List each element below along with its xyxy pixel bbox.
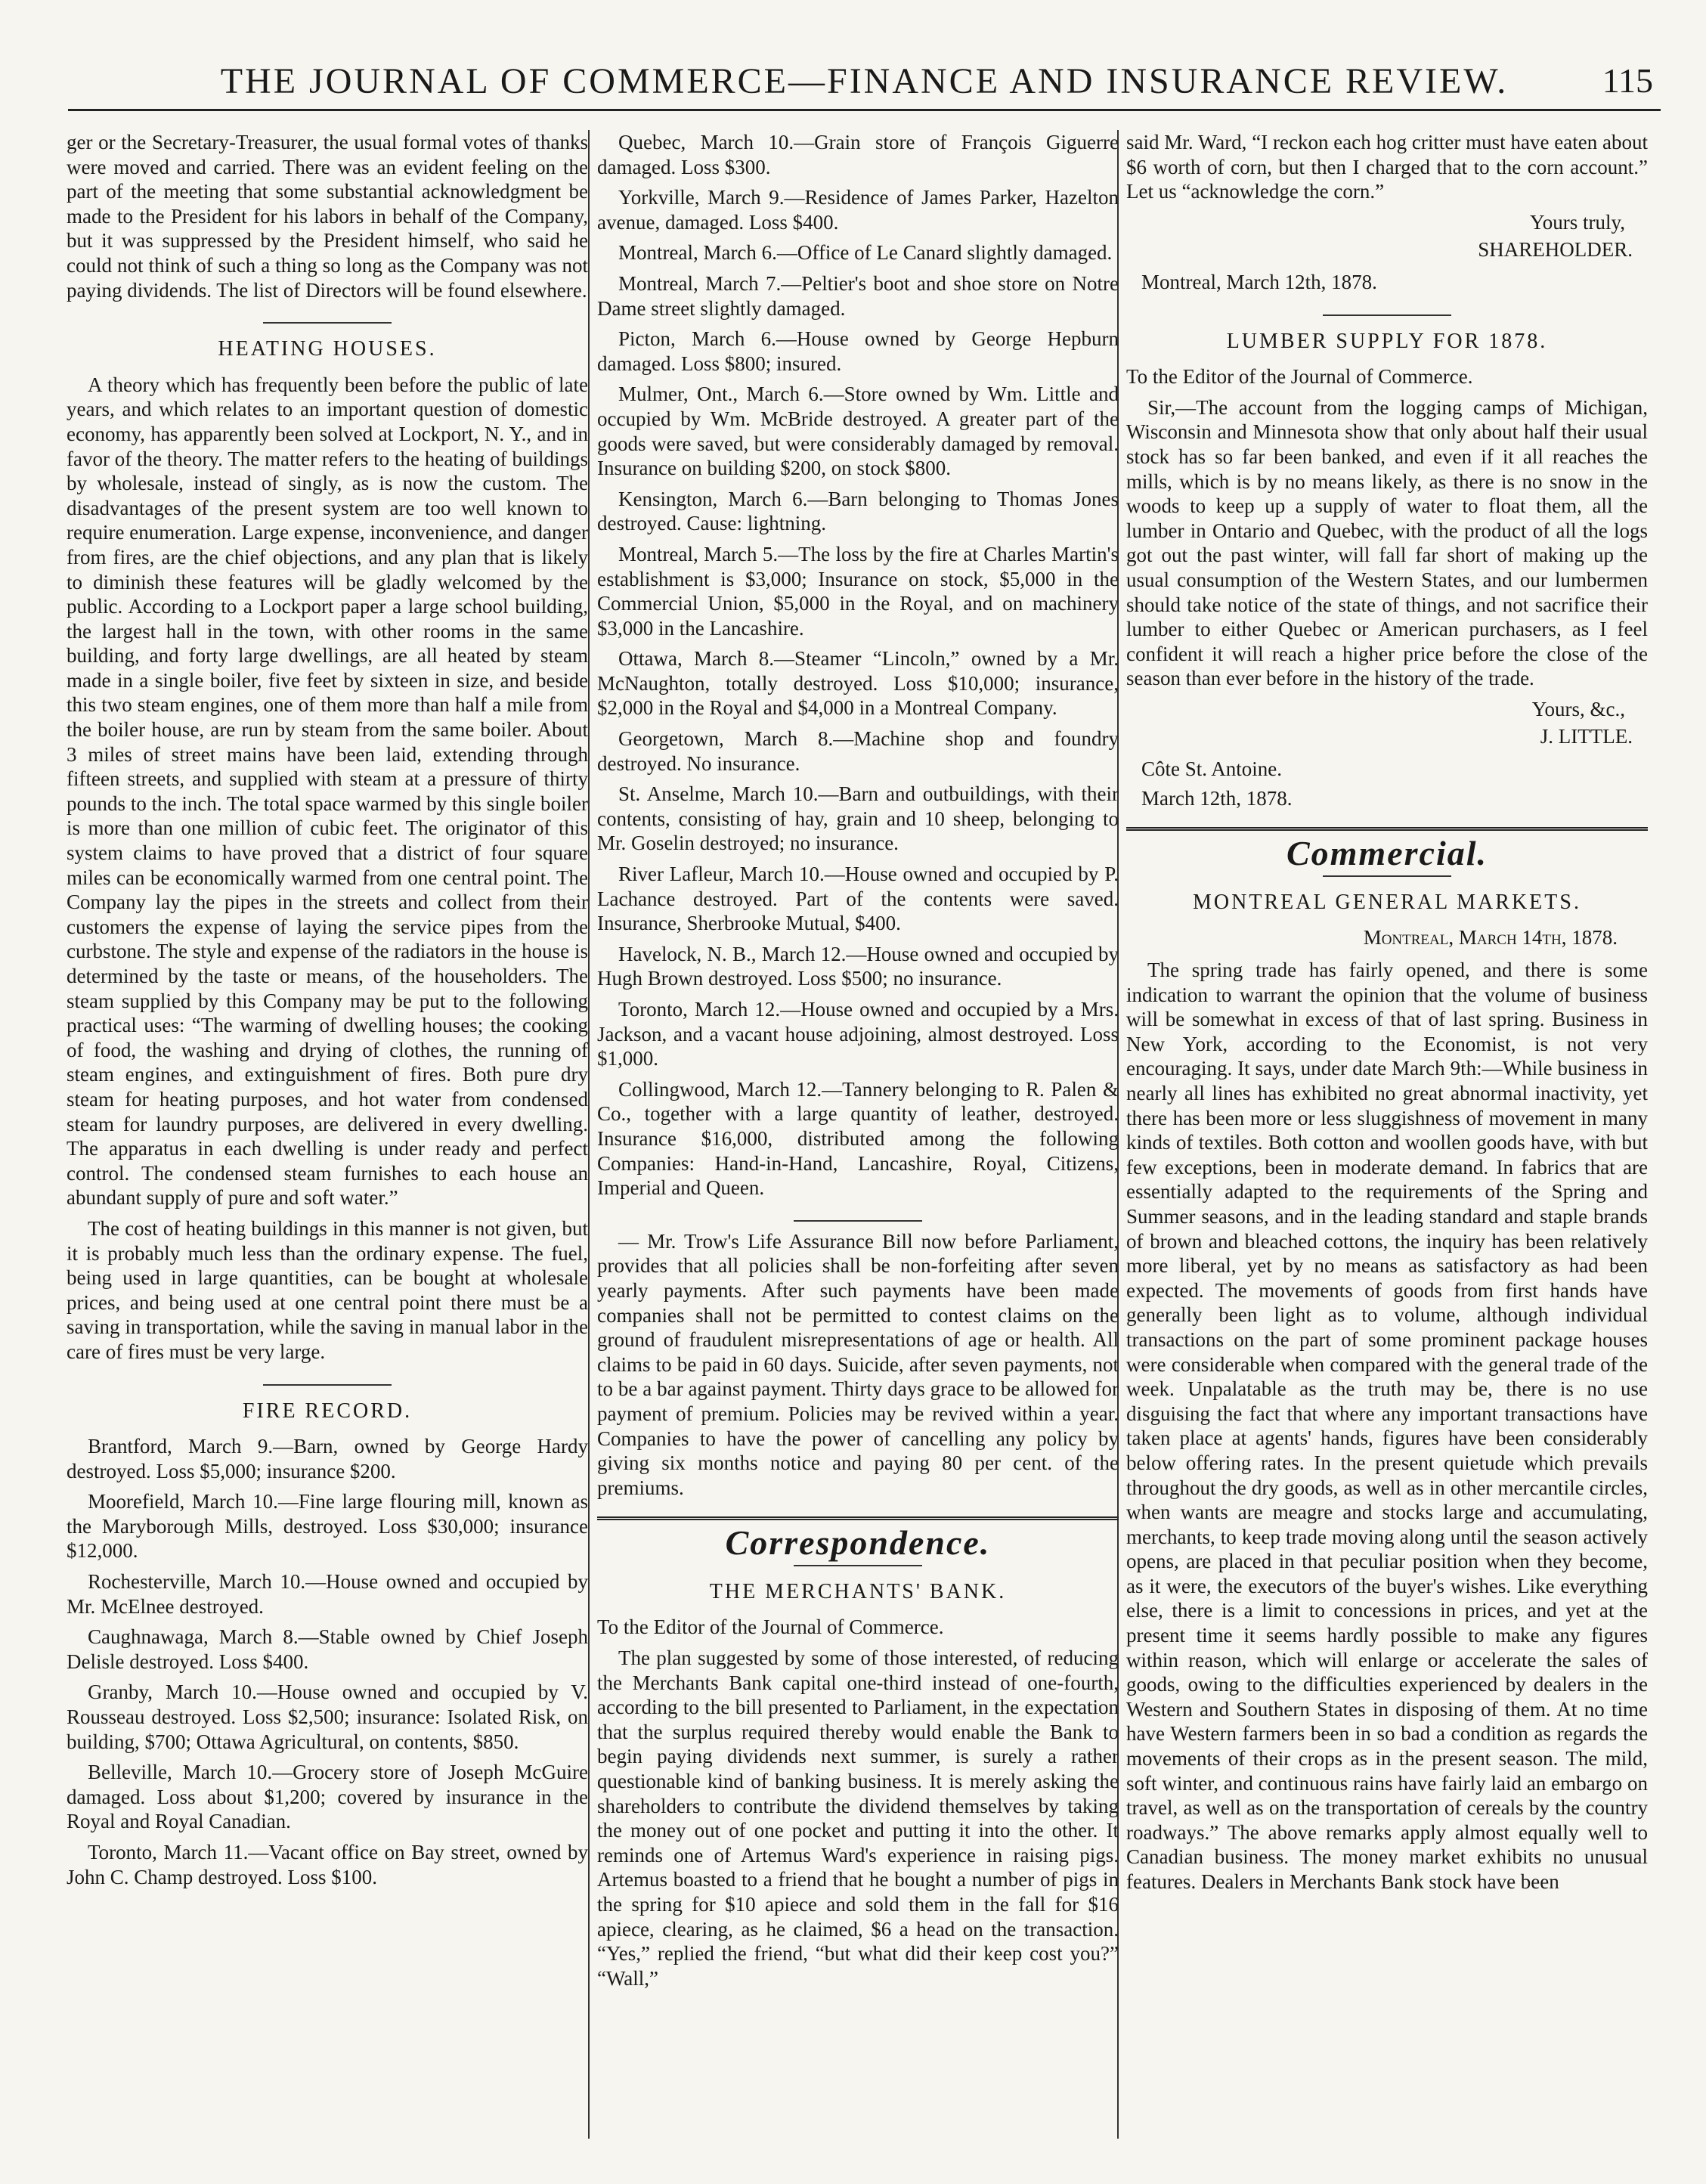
- trow-bill-note: — Mr. Trow's Life Assurance Bill now before Parliament, provides that all policies shall be non-forfeiting after seven yearly payments. After such payments have been made companies shall not be permitted to contest claims on the ground of fraudulent misrepresentations of age or health. All claims to be paid in 60 days. Suicide, after seven payments, not to be a bar against payment. Thirty days grace to be allowed for payment of premium. Policies may be revived within a year. Companies to have the power of cancelling any policy by giving six months notice and paying 80 per cent. of the premiums.: [597, 1229, 1119, 1499]
- letter-signature: SHAREHOLDER.: [1478, 238, 1633, 262]
- letter-salutation: To the Editor of the Journal of Commerce.: [1126, 365, 1473, 389]
- letter-paragraph: The plan suggested by some of those interested, of reducing the Merchants Bank capital one-third instead of one-fourth, according to the bill presented to Parliament, in the expectation that the surplus required thereby would enable the Bank to begin paying dividends next summer, is surely a rather questionable kind of banking business. It is merely asking the shareholders to contribute the dividend themselves by taking the money out of one pocket and putting it into the other. It reminds one of Artemus Ward's experience in raising pigs. Artemus boasted to a friend that he bought a number of pigs in the spring for $10 apiece and sold them in the fall for $16 apiece, clearing, as he claimed, $6 a head on the transaction. “Yes,” replied the friend, “but what did their keep cost you?” “Wall,”: [597, 1647, 1119, 1990]
- fire-item: Moorefield, March 10.—Fine large flouring mill, known as the Maryborough Mills, destroyed. Loss $30,000; insurance $12,000.: [67, 1490, 588, 1563]
- heading-montreal-markets: MONTREAL GENERAL MARKETS.: [1193, 890, 1581, 914]
- fire-item: Montreal, March 5.—The loss by the fire at Charles Martin's establishment is $3,000; Insurance on stock, $5,000 in the Commercial Union, $5,000 in the Royal, and on machinery $3,000 in the Lancashire.: [597, 542, 1119, 640]
- article-continuation: ger or the Secretary-Treasurer, the usual formal votes of thanks were moved and carried. There was an evident feeling on the part of the meeting that some substantial acknowledgment be made to the President for his labors in behalf of the Company, but it was suppressed by the President himself, who said he could not think of such a thing so long as the Company was not paying dividends. The list of Directors will be found elsewhere.: [67, 131, 588, 302]
- fire-item: Toronto, March 11.—Vacant office on Bay street, owned by John C. Champ destroyed. Loss $100.: [67, 1841, 588, 1888]
- letter-place: Côte St. Antoine.: [1141, 757, 1283, 781]
- fire-item: River Lafleur, March 10.—House owned and occupied by P. Lachance destroyed. Part of the contents were saved. Insurance, Sherbrooke Mutual, $400.: [597, 863, 1119, 935]
- fire-item: Picton, March 6.—House owned by George Hepburn damaged. Loss $800; insured.: [597, 327, 1119, 375]
- heading-correspondence: Correspondence.: [725, 1523, 991, 1563]
- fire-item: Yorkville, March 9.—Residence of James Parker, Hazelton avenue, damaged. Loss $400.: [597, 186, 1119, 234]
- letter-date: March 12th, 1878.: [1141, 786, 1293, 810]
- column-2: [597, 130, 1119, 1997]
- markets-date: Montreal, March 14th, 1878.: [1363, 926, 1618, 949]
- letter-continuation: said Mr. Ward, “I reckon each hog critter must have eaten about $6 worth of corn, but then I charged that to the corn account.” Let us “acknowledge the corn.”: [1126, 131, 1648, 203]
- fire-item: Montreal, March 6.—Office of Le Canard slightly damaged.: [618, 241, 1113, 265]
- fire-item: Collingwood, March 12.—Tannery belonging to R. Palen & Co., together with a large quantity of leather, destroyed. Insurance $16,000, distributed among the following Companies: Hand-in-Hand, Lancashire, Royal, Citizens, Imperial and Queen.: [597, 1077, 1119, 1200]
- column-divider: [588, 130, 590, 2139]
- fire-item: Belleville, March 10.—Grocery store of Joseph McGuire damaged. Loss about $1,200; covered by insurance in the Royal and Royal Canadian.: [67, 1761, 588, 1833]
- fire-item: Kensington, March 6.—Barn belonging to Thomas Jones destroyed. Cause: lightning.: [597, 487, 1119, 535]
- fire-item: Havelock, N. B., March 12.—House owned and occupied by Hugh Brown destroyed. Loss $500; no insurance.: [597, 942, 1119, 990]
- fire-item: Ottawa, March 8.—Steamer “Lincoln,” owned by a Mr. McNaughton, totally destroyed. Loss $10,000; insurance, $2,000 in the Royal and $4,000 in a Montreal Company.: [597, 647, 1119, 720]
- letter-salutation: To the Editor of the Journal of Commerce.: [597, 1616, 944, 1639]
- letter-closing: Yours, &c.,: [1531, 697, 1625, 720]
- heading-commercial: Commercial.: [1286, 834, 1488, 873]
- section-rule: [1323, 314, 1451, 316]
- column-3: [1126, 130, 1648, 1901]
- section-rule: [794, 1220, 922, 1222]
- fire-item: Montreal, March 7.—Peltier's boot and shoe store on Notre Dame street slightly damaged.: [597, 271, 1119, 320]
- column-1: [67, 130, 588, 1895]
- section-double-rule: [597, 1516, 1119, 1520]
- letter-paragraph: Sir,—The account from the logging camps of Michigan, Wisconsin and Minnesota show that only about half their usual stock has so far been banked, and even if it all reaches the mills, which is by no means likely, as there is no snow in the woods to keep up a supply of water to float them, all the lumber in Ontario and Quebec, with the product of all the logs got out the past winter, will fall far short of making up the usual consumption of the Western States, and our lumbermen should take notice of the state of things, and not sacrifice their lumber to either Quebec or American purchasers, as I feel confident it will reach a higher price before the close of the season than ever before in the history of the trade.: [1126, 395, 1648, 690]
- letter-closing: Yours truly,: [1529, 210, 1625, 234]
- heading-merchants-bank: THE MERCHANTS' BANK.: [709, 1579, 1007, 1603]
- masthead-title: THE JOURNAL OF COMMERCE—FINANCE AND INSURANCE REVIEW.: [220, 61, 1509, 101]
- heading-heating-houses: HEATING HOUSES.: [218, 337, 437, 361]
- page-number: 115: [1602, 61, 1653, 100]
- fire-item: Georgetown, March 8.—Machine shop and foundry destroyed. No insurance.: [597, 727, 1119, 775]
- fire-item: Toronto, March 12.—House owned and occupied by a Mrs. Jackson, and a vacant house adjoining, almost destroyed. Loss $1,000.: [597, 998, 1119, 1070]
- markets-paragraph: The spring trade has fairly opened, and there is some indication to warrant the opinion that the volume of business will be somewhat in excess of that of last spring. Business in New York, according to the Economist, is not very encouraging. It says, under date March 9th:—While business in nearly all lines has exhibited no great abnormal inactivity, yet there has been more or less sluggishness of movement in many kinds of textiles. Both cotton and woollen goods have, with but few exceptions, been in moderate demand. In fabrics that are essentially adapted to the requirements of the Spring and Summer seasons, and in the leading standard and staple brands of brown and bleached cottons, the inquiry has been relatively more liberal, yet by no means as satisfactory as had been expected. The movements of goods from first hands have generally been light as to volume, although individual transactions on the part of some prominent package houses were considerable when compared with the general trade of the week. Unpalatable as the truth may be, there is no use disguising the fact that where any important transactions have taken place at agents' hands, figures have been considerably below offering rates. In the present quietude which prevails throughout the dry goods, as well as in other mercantile circles, when wants are meagre and stocks large and accumulating, merchants, to keep trade moving along until the season actively opens, are placed in that peculiar position when they become, as it were, the executors of the buyer's wishes. Like everything else, there is a limit to concessions in prices, and yet at the present time it seems hardly possible to make any figures within reason, which will enlarge or accelerate the sales of goods, owing to the difficulties experienced by dealers in the Western and Southern States in disposing of them. At no time have Western farmers been in so bad a condition as regards the movements of their crops as in the present season. The mild, soft winter, and continuous rains have fairly laid an embargo on travel, as well as on the transportation of cereals by the country roadways.” The above remarks apply almost equally well to Canadian business. The money market exhibits no unusual features. Dealers in Merchants Bank stock have been: [1126, 959, 1648, 1893]
- fire-item: St. Anselme, March 10.—Barn and outbuildings, with their contents, consisting of hay, grain and 10 sheep, belonging to Mr. Goselin destroyed; no insurance.: [597, 782, 1119, 855]
- section-double-rule: [1126, 827, 1648, 831]
- heating-paragraph: A theory which has frequently been before the public of late years, and which relates to an important question of domestic economy, has apparently been solved at Lockport, N. Y., and in favor of the theory. The matter refers to the heating of buildings by wholesale, instead of singly, as is now the custom. The disadvantages of the present system are too well known to require enumeration. Large expense, inconvenience, and danger from fires, are the chief objections, and any plan that is likely to diminish these features will be gladly welcomed by the public. According to a Lockport paper a large school building, the largest hall in the town, with other rooms in the same building, and forty large dwellings, are all heated by steam made in a single boiler, five feet by sixteen in size, and beside this two steam engines, one of them more than half a mile from the boiler house, are run by steam from the same boiler. About 3 miles of street mains have been laid, extending through fifteen streets, and supplied with steam at a pressure of thirty pounds to the inch. The total space warmed by this single boiler is more than one million of cubic feet. The originator of this system claims to have proved that a district of four square miles can be economically warmed from one central point. The Company lay the pipes in the streets and collect from their customers the expense of laying the service pipes from the curbstone. The style and expense of the radiators in the house is determined by the taste or means, of the householders. The steam supplied by this Company may be put to the following practical uses: “The warming of dwelling houses; the cooking of food, the washing and drying of clothes, the running of steam engines, and extinguishment of fires. Both pure dry steam for heating purposes, and hot water from condensed steam for laundry purposes, are delivered in every dwelling. The apparatus in each dwelling is under ready and perfect control. The condensed steam furnishes to each house an abundant supply of pure and soft water.”: [67, 373, 588, 1210]
- heading-fire-record: FIRE RECORD.: [242, 1399, 413, 1423]
- heating-paragraph: The cost of heating buildings in this manner is not given, but it is probably much less than the ordinary expense. The fuel, being used in large quantities, can be bought at wholesale prices, and being used at one central point there must be a saving in transportation, while the saving in manual labor in the care of fires must be very large.: [67, 1216, 588, 1363]
- fire-item: Caughnawaga, March 8.—Stable owned by Chief Joseph Delisle destroyed. Loss $400.: [67, 1625, 588, 1673]
- fire-item: Mulmer, Ont., March 6.—Store owned by Wm. Little and occupied by Wm. McBride destroyed. A greater part of the goods were saved, but were considerably damaged by removal. Insurance on building $200, on stock $800.: [597, 383, 1119, 480]
- fire-item: Quebec, March 10.—Grain store of François Giguerre damaged. Loss $300.: [597, 131, 1119, 178]
- letter-signature: J. LITTLE.: [1540, 725, 1633, 748]
- section-rule: [263, 1384, 392, 1386]
- section-rule: [1323, 875, 1451, 877]
- section-rule: [263, 322, 392, 324]
- fire-item: Rochesterville, March 10.—House owned and occupied by Mr. McElnee destroyed.: [67, 1570, 588, 1618]
- letter-date: Montreal, March 12th, 1878.: [1141, 270, 1377, 293]
- masthead-rule: [68, 109, 1661, 111]
- heading-lumber-supply: LUMBER SUPPLY FOR 1878.: [1226, 329, 1548, 353]
- section-rule: [794, 1565, 922, 1566]
- masthead: [68, 60, 1661, 113]
- fire-item: Brantford, March 9.—Barn, owned by George Hardy destroyed. Loss $5,000; insurance $200.: [67, 1435, 588, 1482]
- fire-item: Granby, March 10.—House owned and occupied by V. Rousseau destroyed. Loss $2,500; insurance: Isolated Risk, on building, $700; Ottawa Agricultural, on contents, $850.: [67, 1681, 588, 1753]
